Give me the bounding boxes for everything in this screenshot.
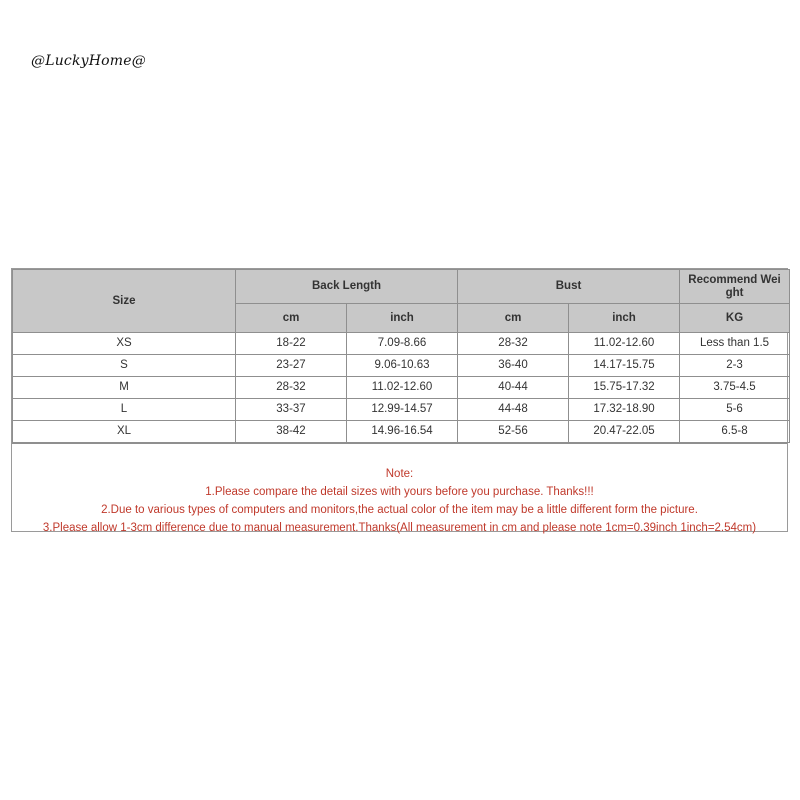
cell-size: XL bbox=[13, 421, 236, 443]
cell-back-inch: 14.96-16.54 bbox=[347, 421, 458, 443]
cell-back-cm: 33-37 bbox=[236, 399, 347, 421]
header-bust: Bust bbox=[458, 270, 680, 304]
table-row bbox=[13, 355, 790, 377]
table-row bbox=[13, 333, 790, 355]
header-recommend-weight: Recommend Wei ght bbox=[680, 270, 790, 304]
cell-weight: 2-3 bbox=[680, 355, 790, 377]
table-row bbox=[13, 399, 790, 421]
cell-bust-inch: 14.17-15.75 bbox=[569, 355, 680, 377]
note-line: 2.Due to various types of computers and monitors,the actual color of the item may be a little different form the picture. bbox=[101, 504, 698, 516]
notes-title: Note: bbox=[385, 468, 414, 480]
cell-bust-inch: 15.75-17.32 bbox=[569, 377, 680, 399]
header-unit-weight-kg: KG bbox=[680, 304, 790, 333]
notes-section bbox=[12, 443, 787, 534]
cell-back-cm: 18-22 bbox=[236, 333, 347, 355]
cell-weight: 5-6 bbox=[680, 399, 790, 421]
size-chart bbox=[11, 268, 788, 532]
cell-size: M bbox=[13, 377, 236, 399]
table-row bbox=[13, 421, 790, 443]
cell-weight: Less than 1.5 bbox=[680, 333, 790, 355]
cell-size: S bbox=[13, 355, 236, 377]
cell-back-cm: 23-27 bbox=[236, 355, 347, 377]
header-unit-bust-inch: inch bbox=[569, 304, 680, 333]
note-line: 3.Please allow 1-3cm difference due to manual measurement.Thanks(All measurement in cm and please note 1cm=0.39inch 1inch=2.54cm) bbox=[42, 522, 757, 534]
cell-size: XS bbox=[13, 333, 236, 355]
cell-back-cm: 28-32 bbox=[236, 377, 347, 399]
cell-back-inch: 11.02-12.60 bbox=[347, 377, 458, 399]
cell-bust-inch: 11.02-12.60 bbox=[569, 333, 680, 355]
header-unit-back-cm: cm bbox=[236, 304, 347, 333]
cell-weight: 6.5-8 bbox=[680, 421, 790, 443]
note-line: 1.Please compare the detail sizes with yours before you purchase. Thanks!!! bbox=[205, 486, 594, 498]
cell-back-cm: 38-42 bbox=[236, 421, 347, 443]
cell-bust-inch: 17.32-18.90 bbox=[569, 399, 680, 421]
header-unit-bust-cm: cm bbox=[458, 304, 569, 333]
cell-bust-cm: 40-44 bbox=[458, 377, 569, 399]
cell-size: L bbox=[13, 399, 236, 421]
header-size: Size bbox=[13, 270, 236, 333]
cell-bust-cm: 52-56 bbox=[458, 421, 569, 443]
watermark-text: @LuckyHome@ bbox=[31, 53, 146, 69]
header-unit-back-inch: inch bbox=[347, 304, 458, 333]
cell-back-inch: 7.09-8.66 bbox=[347, 333, 458, 355]
cell-weight: 3.75-4.5 bbox=[680, 377, 790, 399]
cell-back-inch: 9.06-10.63 bbox=[347, 355, 458, 377]
table-body bbox=[13, 333, 790, 443]
table-header bbox=[13, 270, 790, 333]
table-row bbox=[13, 377, 790, 399]
cell-bust-cm: 44-48 bbox=[458, 399, 569, 421]
cell-bust-cm: 36-40 bbox=[458, 355, 569, 377]
cell-bust-cm: 28-32 bbox=[458, 333, 569, 355]
header-back-length: Back Length bbox=[236, 270, 458, 304]
size-table bbox=[12, 269, 790, 443]
cell-bust-inch: 20.47-22.05 bbox=[569, 421, 680, 443]
cell-back-inch: 12.99-14.57 bbox=[347, 399, 458, 421]
